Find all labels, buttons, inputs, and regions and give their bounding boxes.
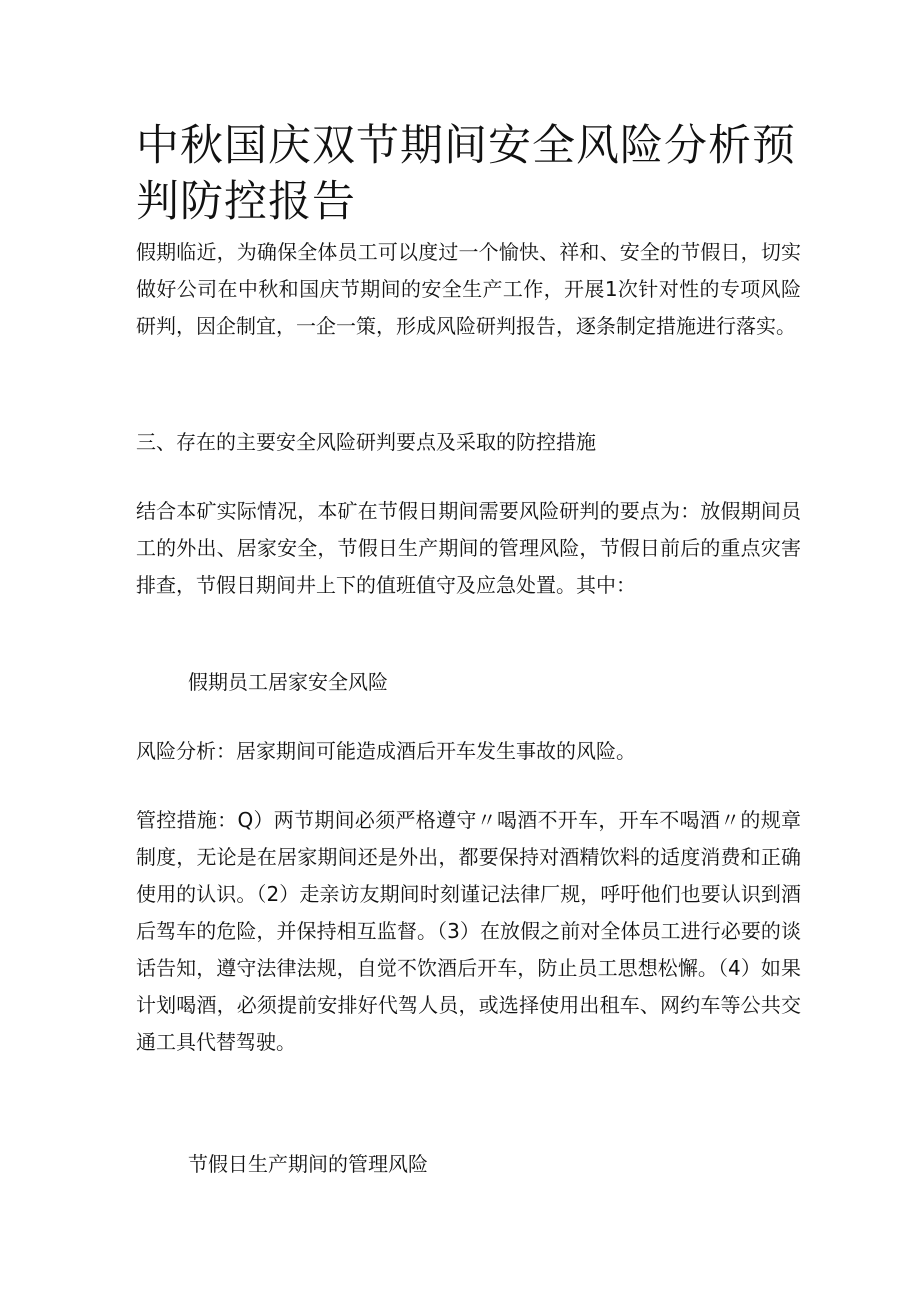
overview-paragraph: 结合本矿实际情况，本矿在节假日期间需要风险研判的要点为：放假期间员工的外出、居家安全，节假日生产期间的管理风险，节假日前后的重点灾害排查，节假日期间井上下的值班值守及应急处置。其中： — [136, 499, 801, 597]
risk-analysis-paragraph: 风险分析：居家期间可能造成酒后开车发生事故的风险。 — [136, 739, 636, 763]
document-title: 中秋国庆双节期间安全风险分析预判防控报告 — [136, 121, 796, 227]
subheading-production-management-risk: 节假日生产期间的管理风险 — [188, 1152, 428, 1176]
intro-paragraph: 假期临近，为确保全体员工可以度过一个愉快、祥和、安全的节假日，切实做好公司在中秋和国庆节期间的安全生产工作，开展1次针对性的专项风险研判，因企制宜，一企一策，形成风险研判报告，逐条制定措施进行落实。 — [136, 240, 801, 338]
subheading-home-safety-risk: 假期员工居家安全风险 — [188, 670, 388, 694]
section-heading: 三、存在的主要安全风险研判要点及采取的防控措施 — [136, 430, 596, 454]
control-measures-paragraph: 管控措施：Q）两节期间必须严格遵守〃喝酒不开车，开车不喝酒〃的规章制度，无论是在居家期间还是外出，都要保持对酒精饮料的适度消费和正确使用的认识。（2）走亲访友期间时刻谨记法律厂规，呼吁他们也要认识到酒后驾车的危险，并保持相互监督。（3）在放假之前对全体员工进行必要的谈话告知，遵守法律法规，自觉不饮酒后开车，防止员工思想松懈。（4）如果计划喝酒，必须提前安排好代驾人员，或选择使用出租车、网约车等公共交通工具代替驾驶。 — [136, 808, 801, 1054]
